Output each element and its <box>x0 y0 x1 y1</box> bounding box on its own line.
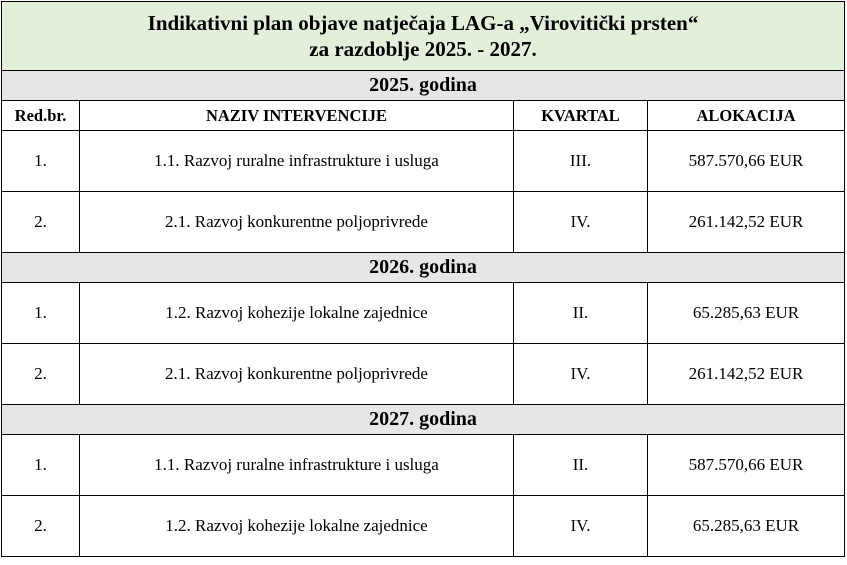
cell-naziv: 1.2. Razvoj kohezije lokalne zajednice <box>80 496 514 557</box>
cell-alokacija: 587.570,66 EUR <box>648 435 845 496</box>
cell-kvartal: II. <box>514 435 648 496</box>
cell-kvartal: IV. <box>514 344 648 405</box>
table-row <box>2 496 845 557</box>
cell-kvartal: IV. <box>514 192 648 253</box>
cell-rb: 1. <box>2 435 80 496</box>
column-header-kvartal: KVARTAL <box>514 101 648 131</box>
table-row <box>2 283 845 344</box>
cell-alokacija: 65.285,63 EUR <box>648 496 845 557</box>
cell-alokacija: 65.285,63 EUR <box>648 283 845 344</box>
cell-kvartal: II. <box>514 283 648 344</box>
column-header-naziv: NAZIV INTERVENCIJE <box>80 101 514 131</box>
year-header-2026: 2026. godina <box>2 253 845 283</box>
cell-alokacija: 587.570,66 EUR <box>648 131 845 192</box>
cell-naziv: 1.1. Razvoj ruralne infrastrukture i usluga <box>80 435 514 496</box>
cell-rb: 2. <box>2 496 80 557</box>
column-header-alokacija: ALOKACIJA <box>648 101 845 131</box>
cell-alokacija: 261.142,52 EUR <box>648 344 845 405</box>
cell-alokacija: 261.142,52 EUR <box>648 192 845 253</box>
cell-naziv: 1.2. Razvoj kohezije lokalne zajednice <box>80 283 514 344</box>
cell-naziv: 2.1. Razvoj konkurentne poljoprivrede <box>80 192 514 253</box>
cell-rb: 1. <box>2 283 80 344</box>
cell-rb: 2. <box>2 344 80 405</box>
column-header-row <box>2 101 845 131</box>
year-header-row <box>2 253 845 283</box>
year-header-2025: 2025. godina <box>2 71 845 101</box>
cell-kvartal: III. <box>514 131 648 192</box>
cell-rb: 1. <box>2 131 80 192</box>
cell-rb: 2. <box>2 192 80 253</box>
title-row <box>2 2 845 71</box>
allocation-plan-table <box>1 1 845 557</box>
table-row <box>2 131 845 192</box>
table-row <box>2 192 845 253</box>
table-row <box>2 435 845 496</box>
cell-naziv: 2.1. Razvoj konkurentne poljoprivrede <box>80 344 514 405</box>
column-header-rb: Red.br. <box>2 101 80 131</box>
table-row <box>2 344 845 405</box>
year-header-row <box>2 71 845 101</box>
cell-kvartal: IV. <box>514 496 648 557</box>
title-line-1: Indikativni plan objave natječaja LAG-a „Virovitički prsten“ <box>147 11 699 35</box>
title-line-2: za razdoblje 2025. - 2027. <box>309 37 537 61</box>
cell-naziv: 1.1. Razvoj ruralne infrastrukture i usluga <box>80 131 514 192</box>
year-header-2027: 2027. godina <box>2 405 845 435</box>
table-title <box>2 2 845 71</box>
year-header-row <box>2 405 845 435</box>
